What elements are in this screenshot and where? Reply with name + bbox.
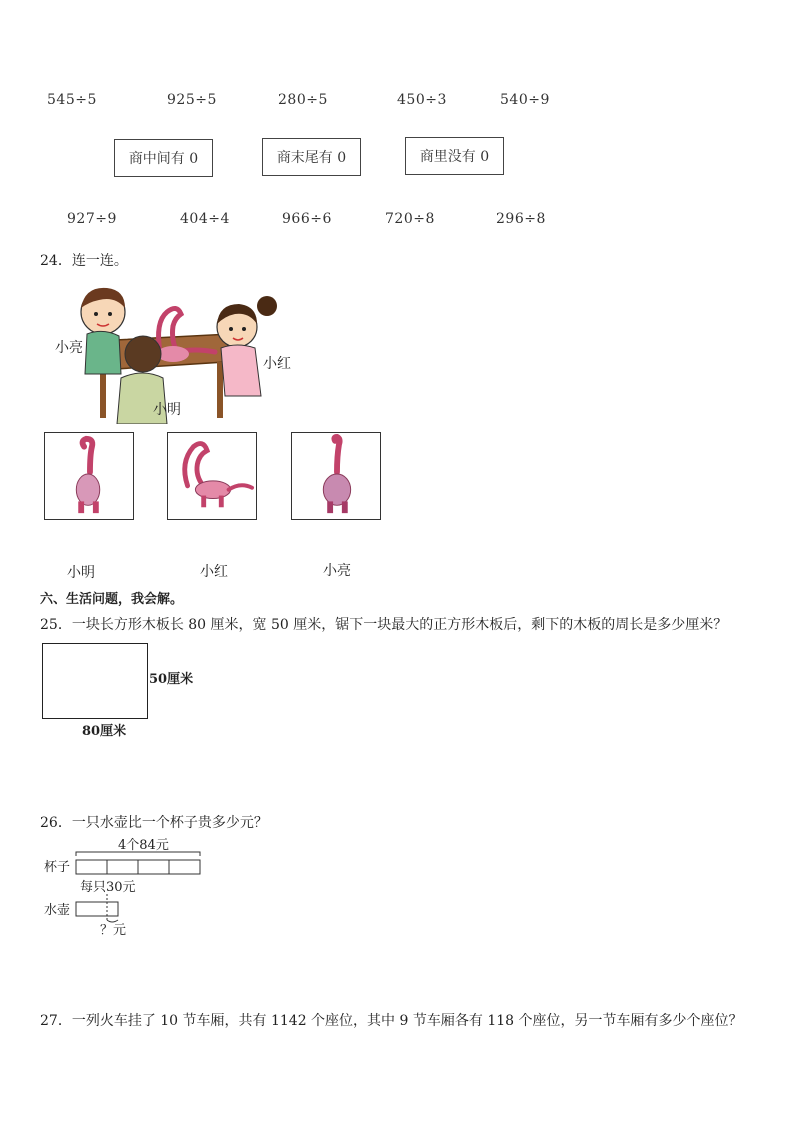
expr: 925÷5 <box>167 92 217 108</box>
expr: 404÷4 <box>180 211 230 227</box>
question-text: 26．一只水壶比一个杯子贵多少元？ <box>40 815 268 831</box>
segment-diagram-svg <box>40 836 220 940</box>
answer-name: 小红 <box>200 564 228 580</box>
label-liangliang: 小亮 <box>55 340 83 356</box>
expr: 720÷8 <box>385 211 435 227</box>
dino-front-icon <box>45 433 133 519</box>
section-title: 六、生活问题，我会解。 <box>40 592 184 607</box>
label-xiaohong: 小红 <box>263 356 291 372</box>
expr: 966÷6 <box>282 211 332 227</box>
dino-back-icon <box>292 433 380 519</box>
expr: 296÷8 <box>496 211 546 227</box>
length-label: 80厘米 <box>82 724 127 739</box>
category-box[interactable]: 商里没有 0 <box>405 137 504 175</box>
cup-label: 杯子 <box>44 860 71 875</box>
kettle-label: 水壶 <box>44 903 71 918</box>
expr: 540÷9 <box>500 92 550 108</box>
rectangle-board <box>42 643 148 719</box>
answer-name: 小亮 <box>323 563 351 579</box>
scene-illustration <box>55 282 305 424</box>
dino-view-box[interactable] <box>167 432 257 520</box>
question-text: 25．一块长方形木板长 80 厘米，宽 50 厘米，锯下一块最大的正方形木板后，剩下的木板的周长是多少厘米？ <box>40 617 728 633</box>
line-segment-diagram <box>40 836 220 940</box>
dino-view-box[interactable] <box>44 432 134 520</box>
width-label: 50厘米 <box>149 672 194 687</box>
total-label: 4个84元 <box>118 838 169 853</box>
expr: 927÷9 <box>67 211 117 227</box>
question-label: ？元 <box>100 923 127 938</box>
each-label: 每只30元 <box>80 880 136 895</box>
expr: 280÷5 <box>278 92 328 108</box>
answer-name: 小明 <box>67 565 95 581</box>
category-box[interactable]: 商中间有 0 <box>114 139 213 177</box>
expr: 450÷3 <box>397 92 447 108</box>
category-box[interactable]: 商末尾有 0 <box>262 138 361 176</box>
children-table-scene <box>55 282 305 424</box>
label-xiaoming: 小明 <box>153 402 181 418</box>
dino-side-icon <box>168 433 256 519</box>
expr: 545÷5 <box>47 92 97 108</box>
dino-view-box[interactable] <box>291 432 381 520</box>
question-text: 27．一列火车挂了 10 节车厢，共有 1142 个座位，其中 9 节车厢各有 118 个座位，另一节车厢有多少个座位？ <box>40 1013 743 1029</box>
question-title: 24．连一连。 <box>40 253 128 269</box>
